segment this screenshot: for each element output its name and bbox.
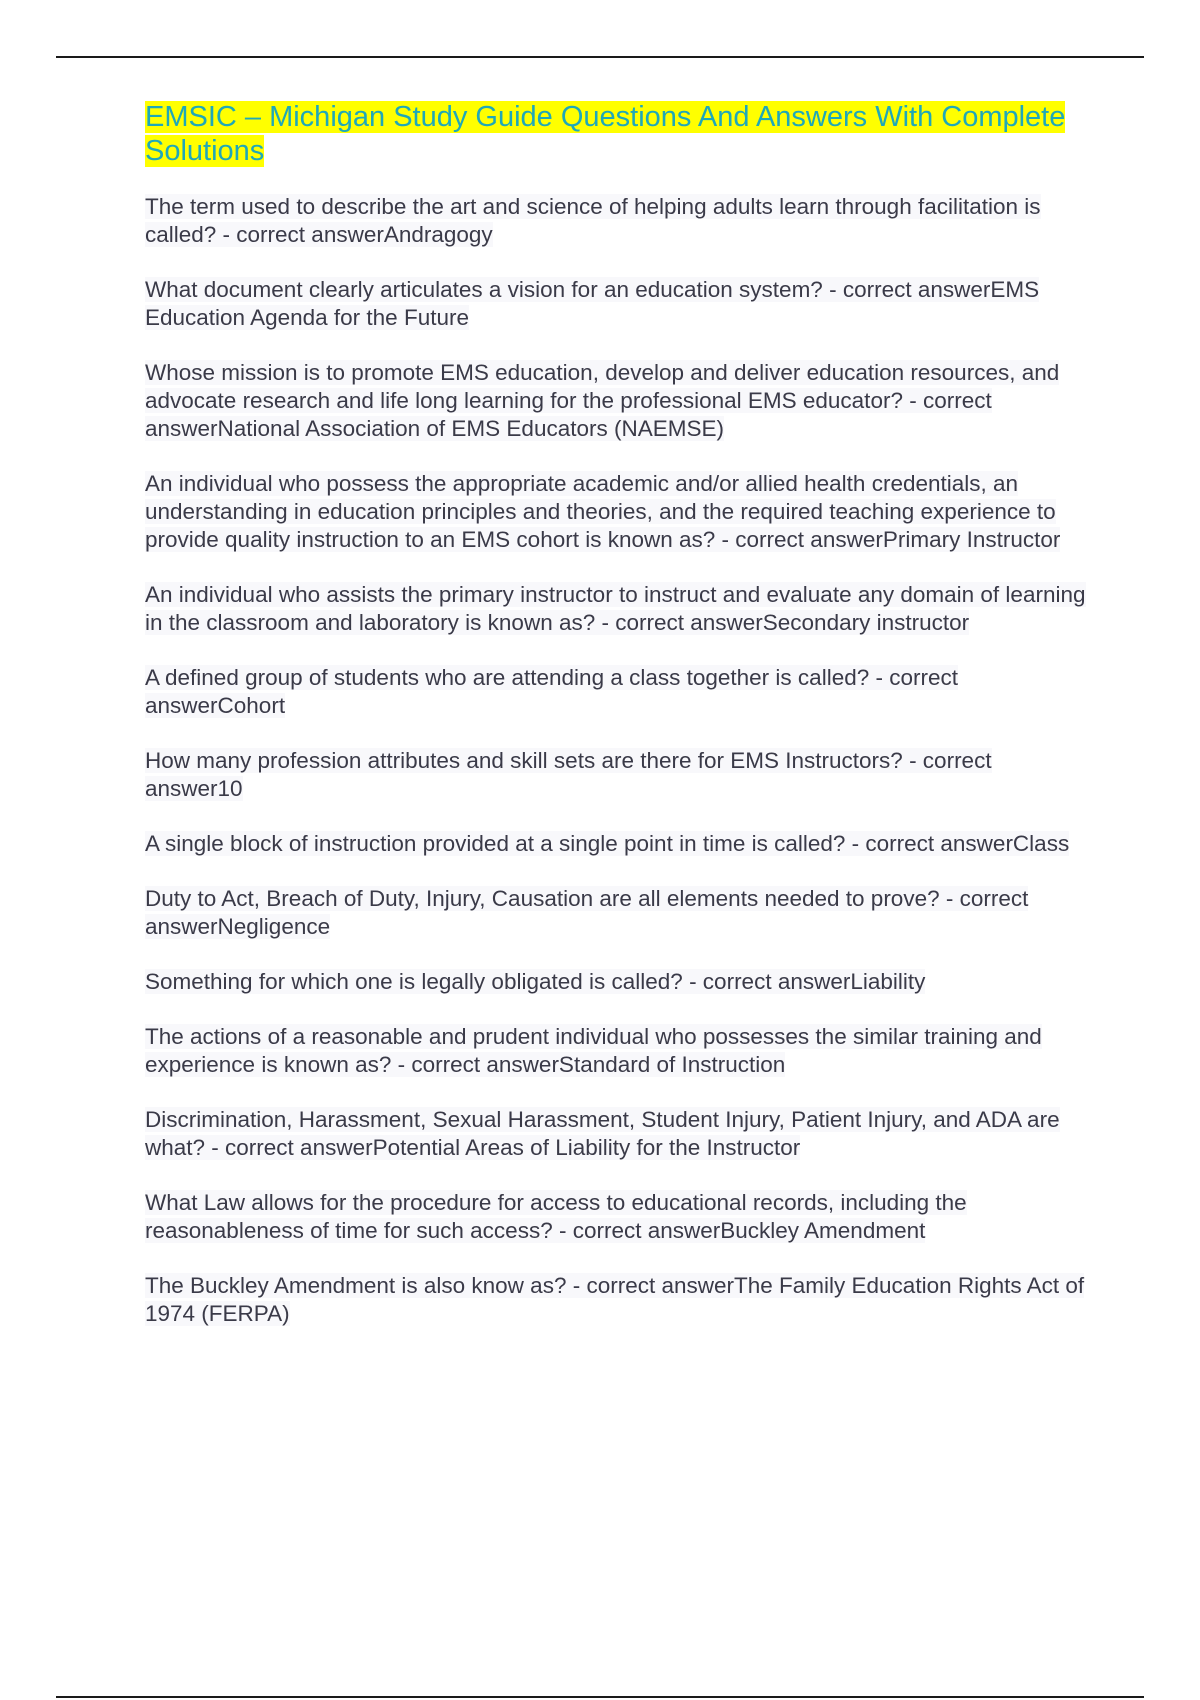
qa-item: How many profession attributes and skill sets are there for EMS Instructors? - correct answer10 xyxy=(145,748,992,801)
document-body xyxy=(145,100,1095,1355)
header-rule xyxy=(56,56,1144,58)
document-title: EMSIC – Michigan Study Guide Questions And Answers With Complete Solutions xyxy=(145,101,1066,167)
footer-rule xyxy=(56,1696,1144,1698)
qa-item: An individual who possess the appropriate academic and/or allied health credentials, an understanding in education principles and theories, and the required teaching experience to provide quality instruction to an EMS cohort is known as? - correct answerPrimary Instructor xyxy=(145,471,1061,552)
qa-item: The actions of a reasonable and prudent individual who possesses the similar training and experience is known as? - correct answerStandard of Instruction xyxy=(145,1024,1042,1077)
qa-item: What Law allows for the procedure for access to educational records, including the reasonableness of time for such access? - correct answerBuckley Amendment xyxy=(145,1190,967,1243)
qa-item: The term used to describe the art and science of helping adults learn through facilitation is called? - correct answerAndragogy xyxy=(145,194,1041,247)
qa-item: Discrimination, Harassment, Sexual Harassment, Student Injury, Patient Injury, and ADA are what? - correct answerPotential Areas of Liability for the Instructor xyxy=(145,1107,1060,1160)
qa-item: Something for which one is legally obligated is called? - correct answerLiability xyxy=(145,969,926,994)
qa-item: A single block of instruction provided at a single point in time is called? - correct answerClass xyxy=(145,831,1070,856)
qa-item: An individual who assists the primary instructor to instruct and evaluate any domain of learning in the classroom and laboratory is known as? - correct answerSecondary instructor xyxy=(145,582,1086,635)
qa-item: The Buckley Amendment is also know as? - correct answerThe Family Education Rights Act of 1974 (FERPA) xyxy=(145,1273,1085,1326)
qa-item: Whose mission is to promote EMS education, develop and deliver education resources, and advocate research and life long learning for the professional EMS educator? - correct answerNational Association of EMS Educators (NAEMSE) xyxy=(145,360,1060,441)
qa-item: Duty to Act, Breach of Duty, Injury, Causation are all elements needed to prove? - correct answerNegligence xyxy=(145,886,1029,939)
qa-item: What document clearly articulates a vision for an education system? - correct answerEMS Education Agenda for the Future xyxy=(145,277,1040,330)
qa-item: A defined group of students who are attending a class together is called? - correct answerCohort xyxy=(145,665,958,718)
